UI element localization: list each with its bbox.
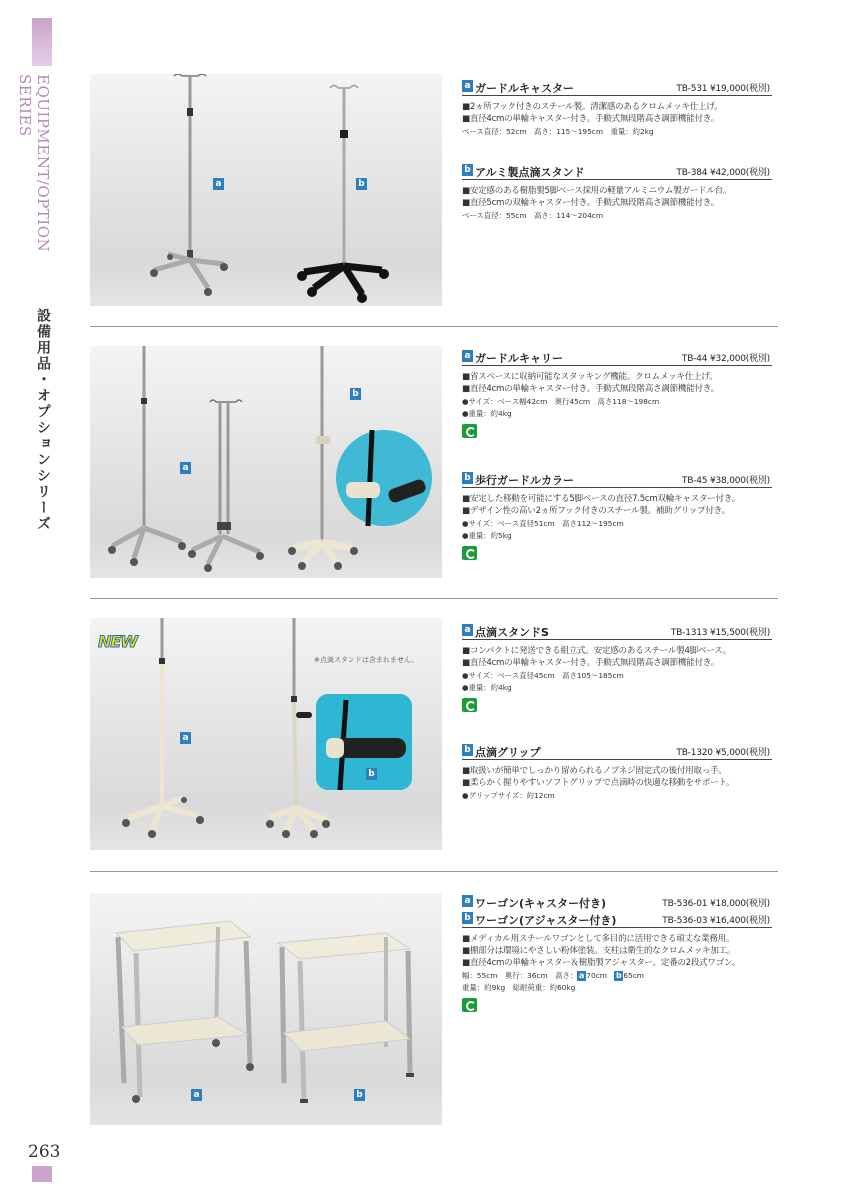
photo-note: ※点滴スタンドは含まれません。 (314, 656, 419, 664)
product-tb-45 (462, 472, 772, 564)
product-tag: b (462, 472, 473, 484)
product-name: ガードルキャスター (475, 82, 574, 95)
photo-label-a: a (180, 462, 191, 474)
series-title: EQUIPMENT/OPTION SERIES (16, 74, 52, 253)
product-heading (462, 350, 772, 366)
photo-label-a: a (180, 732, 191, 744)
photo-label-b: b (350, 388, 361, 400)
product-name: 点滴スタンドS (475, 626, 549, 639)
product-code-price: TB-44 ¥32,000(税別) (681, 354, 770, 364)
product-photo-iv-stands (90, 74, 442, 306)
photo-label-a: a (191, 1089, 202, 1101)
page-number: 263 (28, 1142, 61, 1162)
product-spec (462, 970, 772, 994)
category-title: 設備用品・オプションシリーズ (35, 308, 51, 532)
product-tb-1313 (462, 624, 772, 716)
spec-tag-b: b (615, 971, 622, 980)
section-divider (90, 871, 778, 872)
spec-height-b: 65cm (623, 971, 644, 980)
product-tag: a (462, 895, 473, 907)
spec-line: ●サイズ：ベース直径51cm 高さ112～195cm (462, 519, 624, 528)
section-divider (90, 598, 778, 599)
product-heading (462, 895, 772, 910)
product-photo-drip-stands (90, 618, 442, 850)
description-line: ■安定感のある樹脂製5脚ベース採用の軽量アルミニウム製ガードル台。 (462, 186, 732, 196)
spec-line: ●重量：約5kg (462, 531, 512, 540)
product-tag: a (462, 80, 473, 92)
product-code-price: TB-536-01 ¥18,000(税別) (662, 899, 770, 909)
product-heading (462, 80, 772, 96)
new-badge: NEW (98, 632, 137, 651)
product-spec: ベース直径：55cm 高さ：114～204cm (462, 211, 604, 220)
description-line: ■直径4cmの単輪キャスター＆樹脂製アジャスター。定番の2段式ワゴン。 (462, 958, 740, 968)
product-description (462, 371, 772, 395)
section-divider (90, 326, 778, 327)
product-tb-44 (462, 350, 772, 442)
side-tab-mark (32, 18, 52, 66)
product-heading (462, 624, 772, 640)
spec-line (462, 970, 772, 982)
description-line: ■コンパクトに発送できる組立式。安定感のあるスチール製4脚ベース。 (462, 646, 731, 656)
page-mark (32, 1166, 52, 1182)
photo-label-b: b (354, 1089, 365, 1101)
spec-height-a: 70cm (586, 971, 607, 980)
product-description (462, 101, 772, 125)
product-tb-531 (462, 80, 772, 138)
product-tb-536 (462, 895, 772, 1016)
product-spec: ●グリップサイズ：約12cm (462, 791, 555, 800)
product-heading (462, 912, 772, 928)
product-code-price: TB-384 ¥42,000(税別) (676, 168, 770, 178)
product-name: ワーゴン(アジャスター付き) (475, 914, 617, 927)
product-heading (462, 472, 772, 488)
product-name: 歩行ガードルカラー (475, 474, 574, 487)
photo-label-b: b (356, 178, 367, 190)
spec-tag-a: a (579, 971, 585, 980)
web-link-icon[interactable] (462, 424, 477, 438)
spec-line: ●サイズ：ベース直径45cm 高さ105～185cm (462, 671, 624, 680)
web-link-icon[interactable] (462, 998, 477, 1012)
description-line: ■直径5cmの双輪キャスター付き。手動式無段階高さ調節機能付き。 (462, 198, 720, 208)
product-tag: b (462, 912, 473, 924)
product-description (462, 185, 772, 209)
product-photo-wagons (90, 893, 442, 1125)
product-tb-1320 (462, 744, 772, 802)
product-code-price: TB-536-03 ¥16,400(税別) (662, 916, 770, 926)
photo-label-a: a (213, 178, 224, 190)
product-spec (462, 670, 772, 694)
description-line: ■デザイン性の高い2ヵ所フック付きのスチール製。補助グリップ付き。 (462, 506, 730, 516)
product-code-price: TB-45 ¥38,000(税別) (681, 476, 770, 486)
product-tag: a (462, 624, 473, 636)
product-spec (462, 396, 772, 420)
description-line: ■安定した移動を可能にする5脚ベースの直径7.5cm双輪キャスター付き。 (462, 494, 740, 504)
spec-line: 重量：約9kg 総耐荷重：約60kg (462, 983, 576, 992)
product-heading (462, 744, 772, 760)
description-line: ■直径4cmの単輪キャスター付き。手動式無段階高さ調節機能付き。 (462, 114, 720, 124)
product-description (462, 765, 772, 789)
product-heading (462, 164, 772, 180)
product-spec: ベース直径：52cm 高さ：115～195cm 重量：約2kg (462, 127, 654, 136)
product-photo-carriers (90, 346, 442, 578)
product-name: アルミ製点滴スタンド (475, 166, 585, 179)
description-line: ■柔らかく握りやすいソフトグリップで点滴時の快適な移動をサポート。 (462, 778, 735, 788)
product-tb-384 (462, 164, 772, 222)
product-tag: a (462, 350, 473, 362)
spec-line: ●重量：約4kg (462, 409, 512, 418)
product-name: 点滴グリップ (475, 746, 541, 759)
spec-line: ●サイズ：ベース幅42cm 奥行45cm 高さ118～198cm (462, 397, 660, 406)
product-code-price: TB-1313 ¥15,500(税別) (670, 628, 770, 638)
product-name: ガードルキャリー (475, 352, 563, 365)
product-name: ワーゴン(キャスター付き) (475, 897, 607, 910)
spec-size: 幅：55cm 奥行：36cm 高さ： (462, 971, 578, 980)
product-description (462, 645, 772, 669)
description-line: ■直径4cmの単輪キャスター付き。手動式無段階高さ調節機能付き。 (462, 658, 720, 668)
web-link-icon[interactable] (462, 546, 477, 560)
product-spec (462, 518, 772, 542)
description-line: ■省スペースに収納可能なスタッキング機能。クロムメッキ仕上げ。 (462, 372, 718, 382)
product-description (462, 933, 772, 969)
product-description (462, 493, 772, 517)
description-line: ■メディカル用スチールワゴンとして多目的に活用できる頑丈な業務用。 (462, 934, 735, 944)
product-tag: b (462, 744, 473, 756)
description-line: ■2ヵ所フック付きのスチール製。清潔感のあるクロムメッキ仕上げ。 (462, 102, 723, 112)
spec-line: ●重量：約4kg (462, 683, 512, 692)
product-code-price: TB-1320 ¥5,000(税別) (676, 748, 770, 758)
description-line: ■取扱いが簡単でしっかり留められるノブネジ固定式の後付用取っ手。 (462, 766, 727, 776)
description-line: ■直径4cmの単輪キャスター付き。手動式無段階高さ調節機能付き。 (462, 384, 720, 394)
product-code-price: TB-531 ¥19,000(税別) (676, 84, 770, 94)
product-tag: b (462, 164, 473, 176)
description-line: ■棚部分は環境にやさしい粉体塗装。支柱は衛生的なクロムメッキ加工。 (462, 946, 736, 956)
photo-label-b: b (366, 768, 377, 780)
web-link-icon[interactable] (462, 698, 477, 712)
